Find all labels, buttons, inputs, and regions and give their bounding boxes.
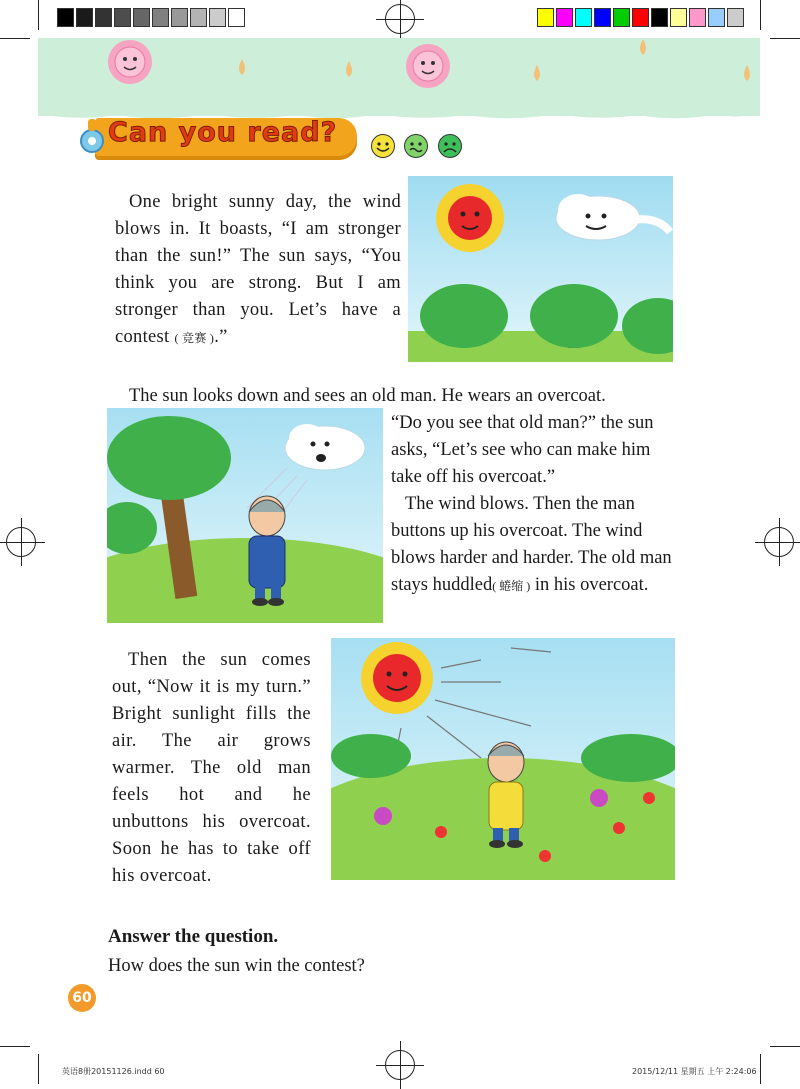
illustration-sun-and-old-man bbox=[331, 638, 675, 880]
color-swatch bbox=[133, 8, 150, 27]
sun-icon bbox=[361, 642, 433, 714]
story-paragraph-2-line1: The sun looks down and sees an old man. He wears an overcoat. bbox=[129, 386, 606, 406]
page-number: 60 bbox=[68, 984, 96, 1012]
raindrop-decoration-icon bbox=[531, 64, 543, 82]
crop-mark bbox=[770, 38, 800, 39]
color-swatch bbox=[114, 8, 131, 27]
color-swatch bbox=[152, 8, 169, 27]
sun-decoration-icon bbox=[100, 38, 160, 88]
question-text: How does the sun win the contest? bbox=[108, 956, 365, 976]
raindrop-decoration-icon bbox=[741, 64, 753, 82]
color-swatch bbox=[613, 8, 630, 27]
color-swatch bbox=[556, 8, 573, 27]
story-paragraph-1 bbox=[115, 189, 401, 352]
color-swatch bbox=[708, 8, 725, 27]
story-text: One bright sunny day, the wind blows in. It boasts, “I am stronger than the sun!” The sun says, “You think you are strong. But I am stronger than you. Let’s have a contest bbox=[115, 192, 401, 347]
color-swatch bbox=[670, 8, 687, 27]
color-swatch bbox=[632, 8, 649, 27]
registration-mark bbox=[764, 527, 794, 557]
color-swatch bbox=[594, 8, 611, 27]
story-paragraph-4: Then the sun comes out, “Now it is my turn.” Bright sunlight fills the air. The air grows warmer. The old man feels hot and he unbuttons his overcoat. Soon he has to take off his overcoat. bbox=[112, 650, 311, 886]
story-text: in his overcoat. bbox=[530, 575, 649, 595]
sun-icon bbox=[436, 184, 504, 252]
story-text: .” bbox=[214, 327, 228, 347]
color-bar bbox=[537, 0, 747, 30]
registration-mark bbox=[6, 527, 36, 557]
sun-decoration-icon bbox=[398, 42, 458, 92]
crop-mark bbox=[38, 1054, 39, 1084]
gray-color-bar bbox=[57, 0, 267, 30]
wind-cloud-icon bbox=[285, 424, 365, 470]
story-text: The wind blows. Then the man buttons up his overcoat. The wind blows harder and harder. The old man stays huddled bbox=[391, 494, 672, 595]
crop-mark bbox=[38, 0, 39, 30]
raindrop-decoration-icon bbox=[343, 60, 355, 78]
registration-mark bbox=[385, 1050, 415, 1080]
story-paragraph-2-rest: “Do you see that old man?” the sun asks, “Let’s see who can make him take off his overcoat.” bbox=[391, 413, 654, 487]
footer-timestamp: 2015/12/11 星期五 上午 2:24:06 bbox=[632, 1067, 757, 1076]
face-features-icon bbox=[371, 134, 463, 158]
tag-knot-icon bbox=[76, 117, 106, 157]
gloss-note: ( 竞赛 ) bbox=[174, 331, 215, 345]
question-heading: Answer the question. bbox=[108, 926, 279, 947]
color-swatch bbox=[537, 8, 554, 27]
color-swatch bbox=[209, 8, 226, 27]
story-paragraph-3 bbox=[391, 491, 675, 600]
crop-mark bbox=[760, 0, 761, 30]
raindrop-decoration-icon bbox=[236, 58, 248, 76]
tree-icon bbox=[420, 284, 508, 348]
color-swatch bbox=[228, 8, 245, 27]
raindrop-decoration-icon bbox=[637, 38, 649, 56]
color-swatch bbox=[727, 8, 744, 27]
wind-cloud-icon bbox=[556, 194, 670, 240]
crop-mark bbox=[0, 38, 30, 39]
crop-mark bbox=[760, 1054, 761, 1084]
color-swatch bbox=[76, 8, 93, 27]
color-swatch bbox=[57, 8, 74, 27]
crop-mark bbox=[770, 1046, 800, 1047]
color-swatch bbox=[689, 8, 706, 27]
illustration-sun-and-wind bbox=[408, 176, 673, 362]
tree-icon bbox=[530, 284, 618, 348]
crop-mark bbox=[0, 1046, 30, 1047]
section-title: Can you read? bbox=[108, 117, 338, 148]
footer-file-info: 英语8册20151126.indd 60 bbox=[62, 1067, 165, 1076]
illustration-wind-and-old-man bbox=[107, 408, 383, 623]
registration-mark bbox=[385, 4, 415, 34]
gloss-note: ( 蜷缩 ) bbox=[492, 579, 531, 593]
color-swatch bbox=[171, 8, 188, 27]
color-swatch bbox=[575, 8, 592, 27]
color-swatch bbox=[190, 8, 207, 27]
color-swatch bbox=[95, 8, 112, 27]
color-swatch bbox=[651, 8, 668, 27]
